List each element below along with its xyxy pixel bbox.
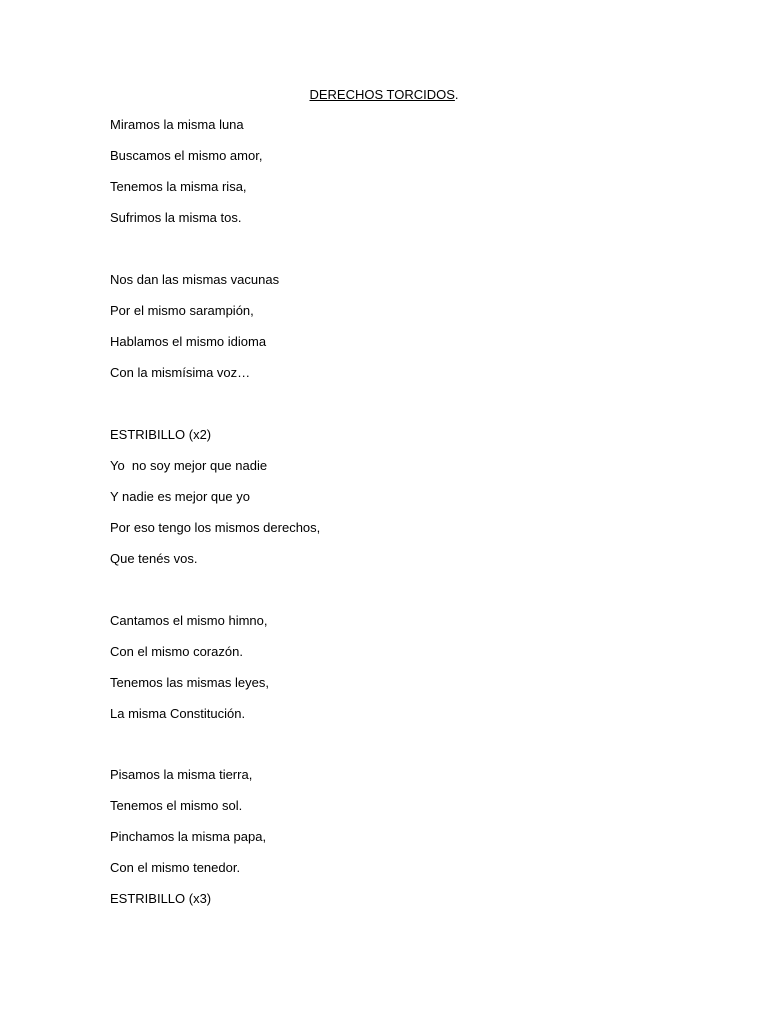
lyric-line: Tenemos las mismas leyes,	[110, 675, 269, 690]
lyric-line: Tenemos la misma risa,	[110, 179, 247, 194]
lyric-line: Tenemos el mismo sol.	[110, 798, 243, 813]
lyric-line: Yo no soy mejor que nadie	[110, 458, 268, 473]
lyric-line: Con el mismo tenedor.	[110, 860, 241, 875]
title-text: DERECHOS TORCIDOS	[309, 87, 455, 102]
lyric-line: Miramos la misma luna	[110, 117, 244, 132]
lyric-line: Nos dan las mismas vacunas	[110, 272, 280, 287]
lyric-line: Con el mismo corazón.	[110, 644, 243, 659]
lyric-line: Buscamos el mismo amor,	[110, 148, 263, 163]
lyric-line: Por eso tengo los mismos derechos,	[110, 520, 321, 535]
lyric-line: La misma Constitución.	[110, 706, 246, 721]
lyric-line: Por el mismo sarampión,	[110, 303, 254, 318]
lyric-line: Y nadie es mejor que yo	[110, 489, 250, 504]
chorus-heading: ESTRIBILLO (x3)	[110, 891, 212, 906]
lyric-line: Sufrimos la misma tos.	[110, 210, 242, 225]
title-period: .	[454, 87, 459, 102]
chorus-heading: ESTRIBILLO (x2)	[110, 427, 212, 442]
lyric-line: Con la mismísima voz…	[110, 365, 251, 380]
lyric-line: Hablamos el mismo idioma	[110, 334, 267, 349]
lyric-line: Pinchamos la misma papa,	[110, 829, 267, 844]
lyric-line: Pisamos la misma tierra,	[110, 767, 253, 782]
lyric-line: Cantamos el mismo himno,	[110, 613, 268, 628]
document-title	[0, 86, 768, 104]
lyric-line: Que tenés vos.	[110, 551, 198, 566]
